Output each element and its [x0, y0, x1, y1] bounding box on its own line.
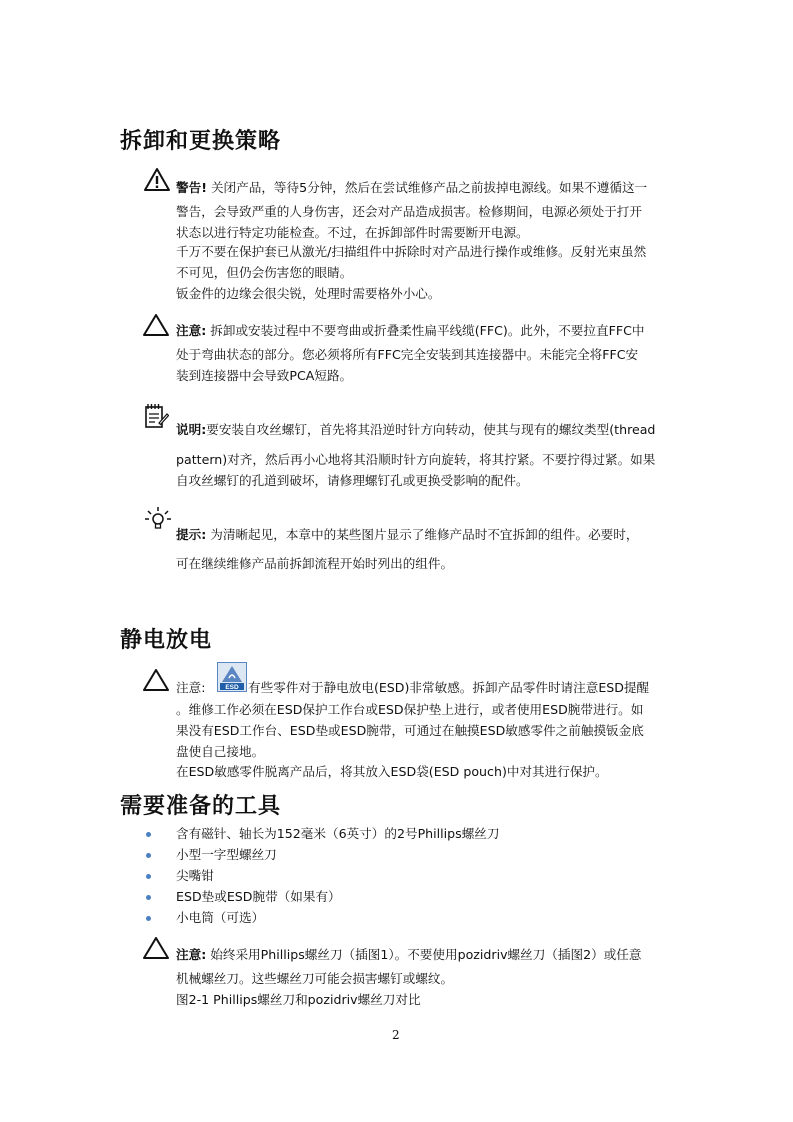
bullet-icon	[146, 853, 151, 858]
caution-ffc-line-3: 装到连接器中会导致PCA短路。	[176, 368, 353, 383]
warning-line-4: 千万不要在保护套已从激光/扫描组件中拆除时对产品进行操作或维修。反射光束虽然	[176, 244, 647, 259]
tip-line-1: 提示: 为清晰起见，本章中的某些图片显示了维修产品时不宜拆卸的组件。必要时，	[176, 527, 639, 542]
lightbulb-icon	[144, 506, 172, 538]
caution-label: 注意:	[176, 947, 207, 962]
note-label: 说明:	[176, 422, 207, 437]
list-item: 含有磁针、轴长为152毫米（6英寸）的2号Phillips螺丝刀	[176, 826, 500, 841]
bullet-icon	[146, 895, 151, 900]
section-title-disassembly: 拆卸和更换策略	[120, 129, 282, 154]
bullet-icon	[146, 832, 151, 837]
tip-label: 提示:	[176, 527, 207, 542]
caution-ffc-line-1: 注意: 拆卸或安装过程中不要弯曲或折叠柔性扁平线缆(FFC)。此外，不要拉直FFC中	[176, 323, 645, 338]
warning-line-3: 状态以进行特定功能检查。不过，在拆卸部件时需要断开电源。	[176, 225, 529, 240]
section-title-tools: 需要准备的工具	[120, 794, 282, 819]
caution-icon	[142, 935, 170, 965]
esd-caution-line-2: 。维修工作必须在ESD保护工作台或ESD保护垫上进行，或者使用ESD腕带进行。如	[176, 702, 644, 717]
list-item: 尖嘴钳	[176, 868, 214, 883]
esd-caution-line-3: 果没有ESD工作台、ESD垫或ESD腕带，可通过在触摸ESD敏感零件之前触摸钣金底	[176, 723, 644, 738]
caution-label: 注意:	[176, 323, 207, 338]
figure-caption: 图2-1 Phillips螺丝刀和pozidriv螺丝刀对比	[176, 992, 421, 1007]
note-line-1: 说明:要安装自攻丝螺钉，首先将其沿逆时针方向转动，使其与现有的螺纹类型(thread	[176, 422, 656, 437]
bullet-icon	[146, 916, 151, 921]
warning-line-6: 钣金件的边缘会很尖锐，处理时需要格外小心。	[176, 286, 441, 301]
esd-caution-line-1: 有些零件对于静电放电(ESD)非常敏感。拆卸产品零件时请注意ESD提醒	[248, 680, 650, 695]
bullet-icon	[146, 874, 151, 879]
tip-line-2: 可在继续维修产品前拆卸流程开始时列出的组件。	[176, 556, 454, 571]
note-line-3: 自攻丝螺钉的孔道到破坏，请修理螺钉孔或更换受影响的配件。	[176, 473, 529, 488]
warning-line-5: 不可见，但仍会伤害您的眼睛。	[176, 265, 353, 280]
tools-caution-line-2: 机械螺丝刀。这些螺丝刀可能会损害螺钉或螺纹。	[176, 971, 454, 986]
list-item: ESD垫或ESD腕带（如果有）	[176, 889, 341, 904]
section-title-esd: 静电放电	[120, 628, 213, 653]
esd-caution-line-5: 在ESD敏感零件脱离产品后，将其放入ESD袋(ESD pouch)中对其进行保护。	[176, 764, 608, 779]
warning-icon	[143, 167, 171, 197]
esd-caution-label: 注意:	[176, 680, 206, 695]
page-number: 2	[392, 1028, 400, 1042]
caution-icon	[142, 667, 170, 697]
caution-icon	[142, 312, 170, 342]
note-line-2: pattern)对齐，然后再小心地将其沿顺时针方向旋转，将其拧紧。不要拧得过紧。如果	[176, 452, 656, 467]
warning-label: 警告!	[176, 180, 207, 195]
note-icon	[143, 402, 169, 434]
warning-line-2: 警告，会导致严重的人身伤害，还会对产品造成损害。检修期间，电源必须处于打开	[176, 204, 642, 219]
caution-ffc-line-2: 处于弯曲状态的部分。您必须将所有FFC完全安装到其连接器中。未能完全将FFC安	[176, 347, 639, 362]
list-item: 小型一字型螺丝刀	[176, 847, 277, 862]
esd-badge-text: ESD	[225, 684, 239, 691]
esd-caution-line-4: 盘使自己接地。	[176, 744, 265, 759]
warning-line-1: 警告! 关闭产品，等待5分钟，然后在尝试维修产品之前拔掉电源线。如果不遵循这一	[176, 180, 648, 195]
tools-caution-line-1: 注意: 始终采用Phillips螺丝刀（插图1）。不要使用pozidriv螺丝刀（插图2）或任意	[176, 947, 642, 962]
esd-sensitive-icon	[217, 662, 247, 692]
list-item: 小电筒（可选）	[176, 910, 265, 925]
